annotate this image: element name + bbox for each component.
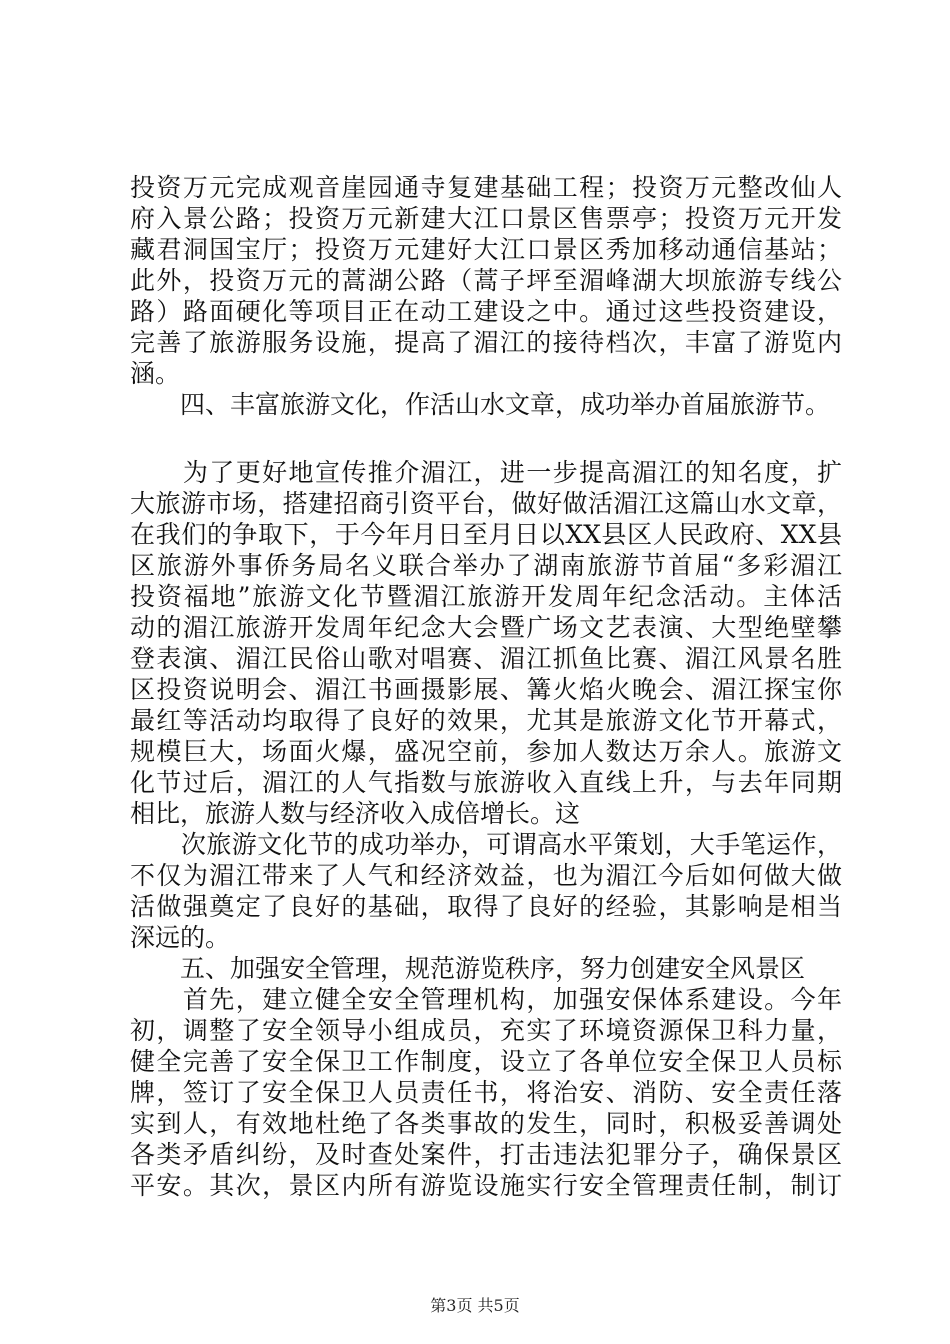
text-line: 登表演、湄江民俗山歌对唱赛、湄江抓鱼比赛、湄江风景名胜: [130, 644, 842, 673]
text-line: 路）路面硬化等项目正在动工建设之中。通过这些投资建设，: [130, 297, 842, 326]
document-body: [130, 172, 842, 1201]
text-line: 藏君洞国宝厅；投资万元建好大江口景区秀加移动通信基站；: [130, 235, 842, 264]
text-line: 动的湄江旅游开发周年纪念大会暨广场文艺表演、大型绝壁攀: [130, 613, 842, 642]
text-line: 首先，建立健全安全管理机构，加强安保体系建设。今年: [130, 985, 842, 1014]
text-line: 在我们的争取下，于今年月日至月日以XX县区人民政府、XX县: [130, 520, 842, 549]
text-line: 健全完善了安全保卫工作制度，设立了各单位安全保卫人员标: [130, 1047, 842, 1076]
text-line: 次旅游文化节的成功举办，可谓高水平策划，大手笔运作，: [130, 830, 842, 859]
text-line: 平安。其次，景区内所有游览设施实行安全管理责任制，制订: [130, 1171, 842, 1200]
text-line: 初，调整了安全领导小组成员，充实了环境资源保卫科力量，: [130, 1016, 842, 1045]
text-line: 深远的。: [130, 923, 231, 952]
text-line: 投资万元完成观音崖园通寺复建基础工程；投资万元整改仙人: [130, 173, 842, 202]
text-line: 相比，旅游人数与经济收入成倍增长。这: [130, 799, 581, 828]
text-line: 各类矛盾纠纷，及时查处案件，打击违法犯罪分子，确保景区: [130, 1140, 842, 1169]
text-line: 完善了旅游服务设施，提高了湄江的接待档次，丰富了游览内: [130, 328, 842, 357]
text-line: 区旅游外事侨务局名义联合举办了湖南旅游节首届“多彩湄江: [130, 551, 842, 580]
text-line: 规模巨大，场面火爆，盛况空前，参加人数达万余人。旅游文: [130, 737, 842, 766]
text-line: 府入景公路；投资万元新建大江口景区售票亭；投资万元开发: [130, 204, 842, 233]
text-line: 活做强奠定了良好的基础，取得了良好的经验，其影响是相当: [130, 892, 842, 921]
text-line: 投资福地”旅游文化节暨湄江旅游开发周年纪念活动。主体活: [130, 582, 842, 611]
text-line: 为了更好地宣传推介湄江，进一步提高湄江的知名度，扩: [130, 458, 842, 487]
text-line: 牌，签订了安全保卫人员责任书，将治安、消防、安全责任落: [130, 1078, 842, 1107]
text-line: 涵。: [130, 359, 181, 388]
section-heading: 四、丰富旅游文化，作活山水文章，成功举办首届旅游节。: [130, 390, 831, 419]
text-line: 区投资说明会、湄江书画摄影展、篝火焰火晚会、湄江探宝你: [130, 675, 842, 704]
text-line: 最红等活动均取得了良好的效果，尤其是旅游文化节开幕式，: [130, 706, 842, 735]
text-line: 实到人，有效地杜绝了各类事故的发生，同时，积极妥善调处: [130, 1109, 842, 1138]
text-line: 大旅游市场，搭建招商引资平台，做好做活湄江这篇山水文章，: [130, 489, 842, 518]
page-footer: 第3页 共5页: [430, 1296, 520, 1315]
paragraph-gap: [130, 420, 842, 457]
text-line: 化节过后，湄江的人气指数与旅游收入直线上升，与去年同期: [130, 768, 842, 797]
section-heading: 五、加强安全管理，规范游览秩序，努力创建安全风景区: [130, 954, 806, 983]
text-line: 不仅为湄江带来了人气和经济效益，也为湄江今后如何做大做: [130, 861, 842, 890]
text-line: 此外，投资万元的蒿湖公路（蒿子坪至湄峰湖大坝旅游专线公: [130, 266, 842, 295]
